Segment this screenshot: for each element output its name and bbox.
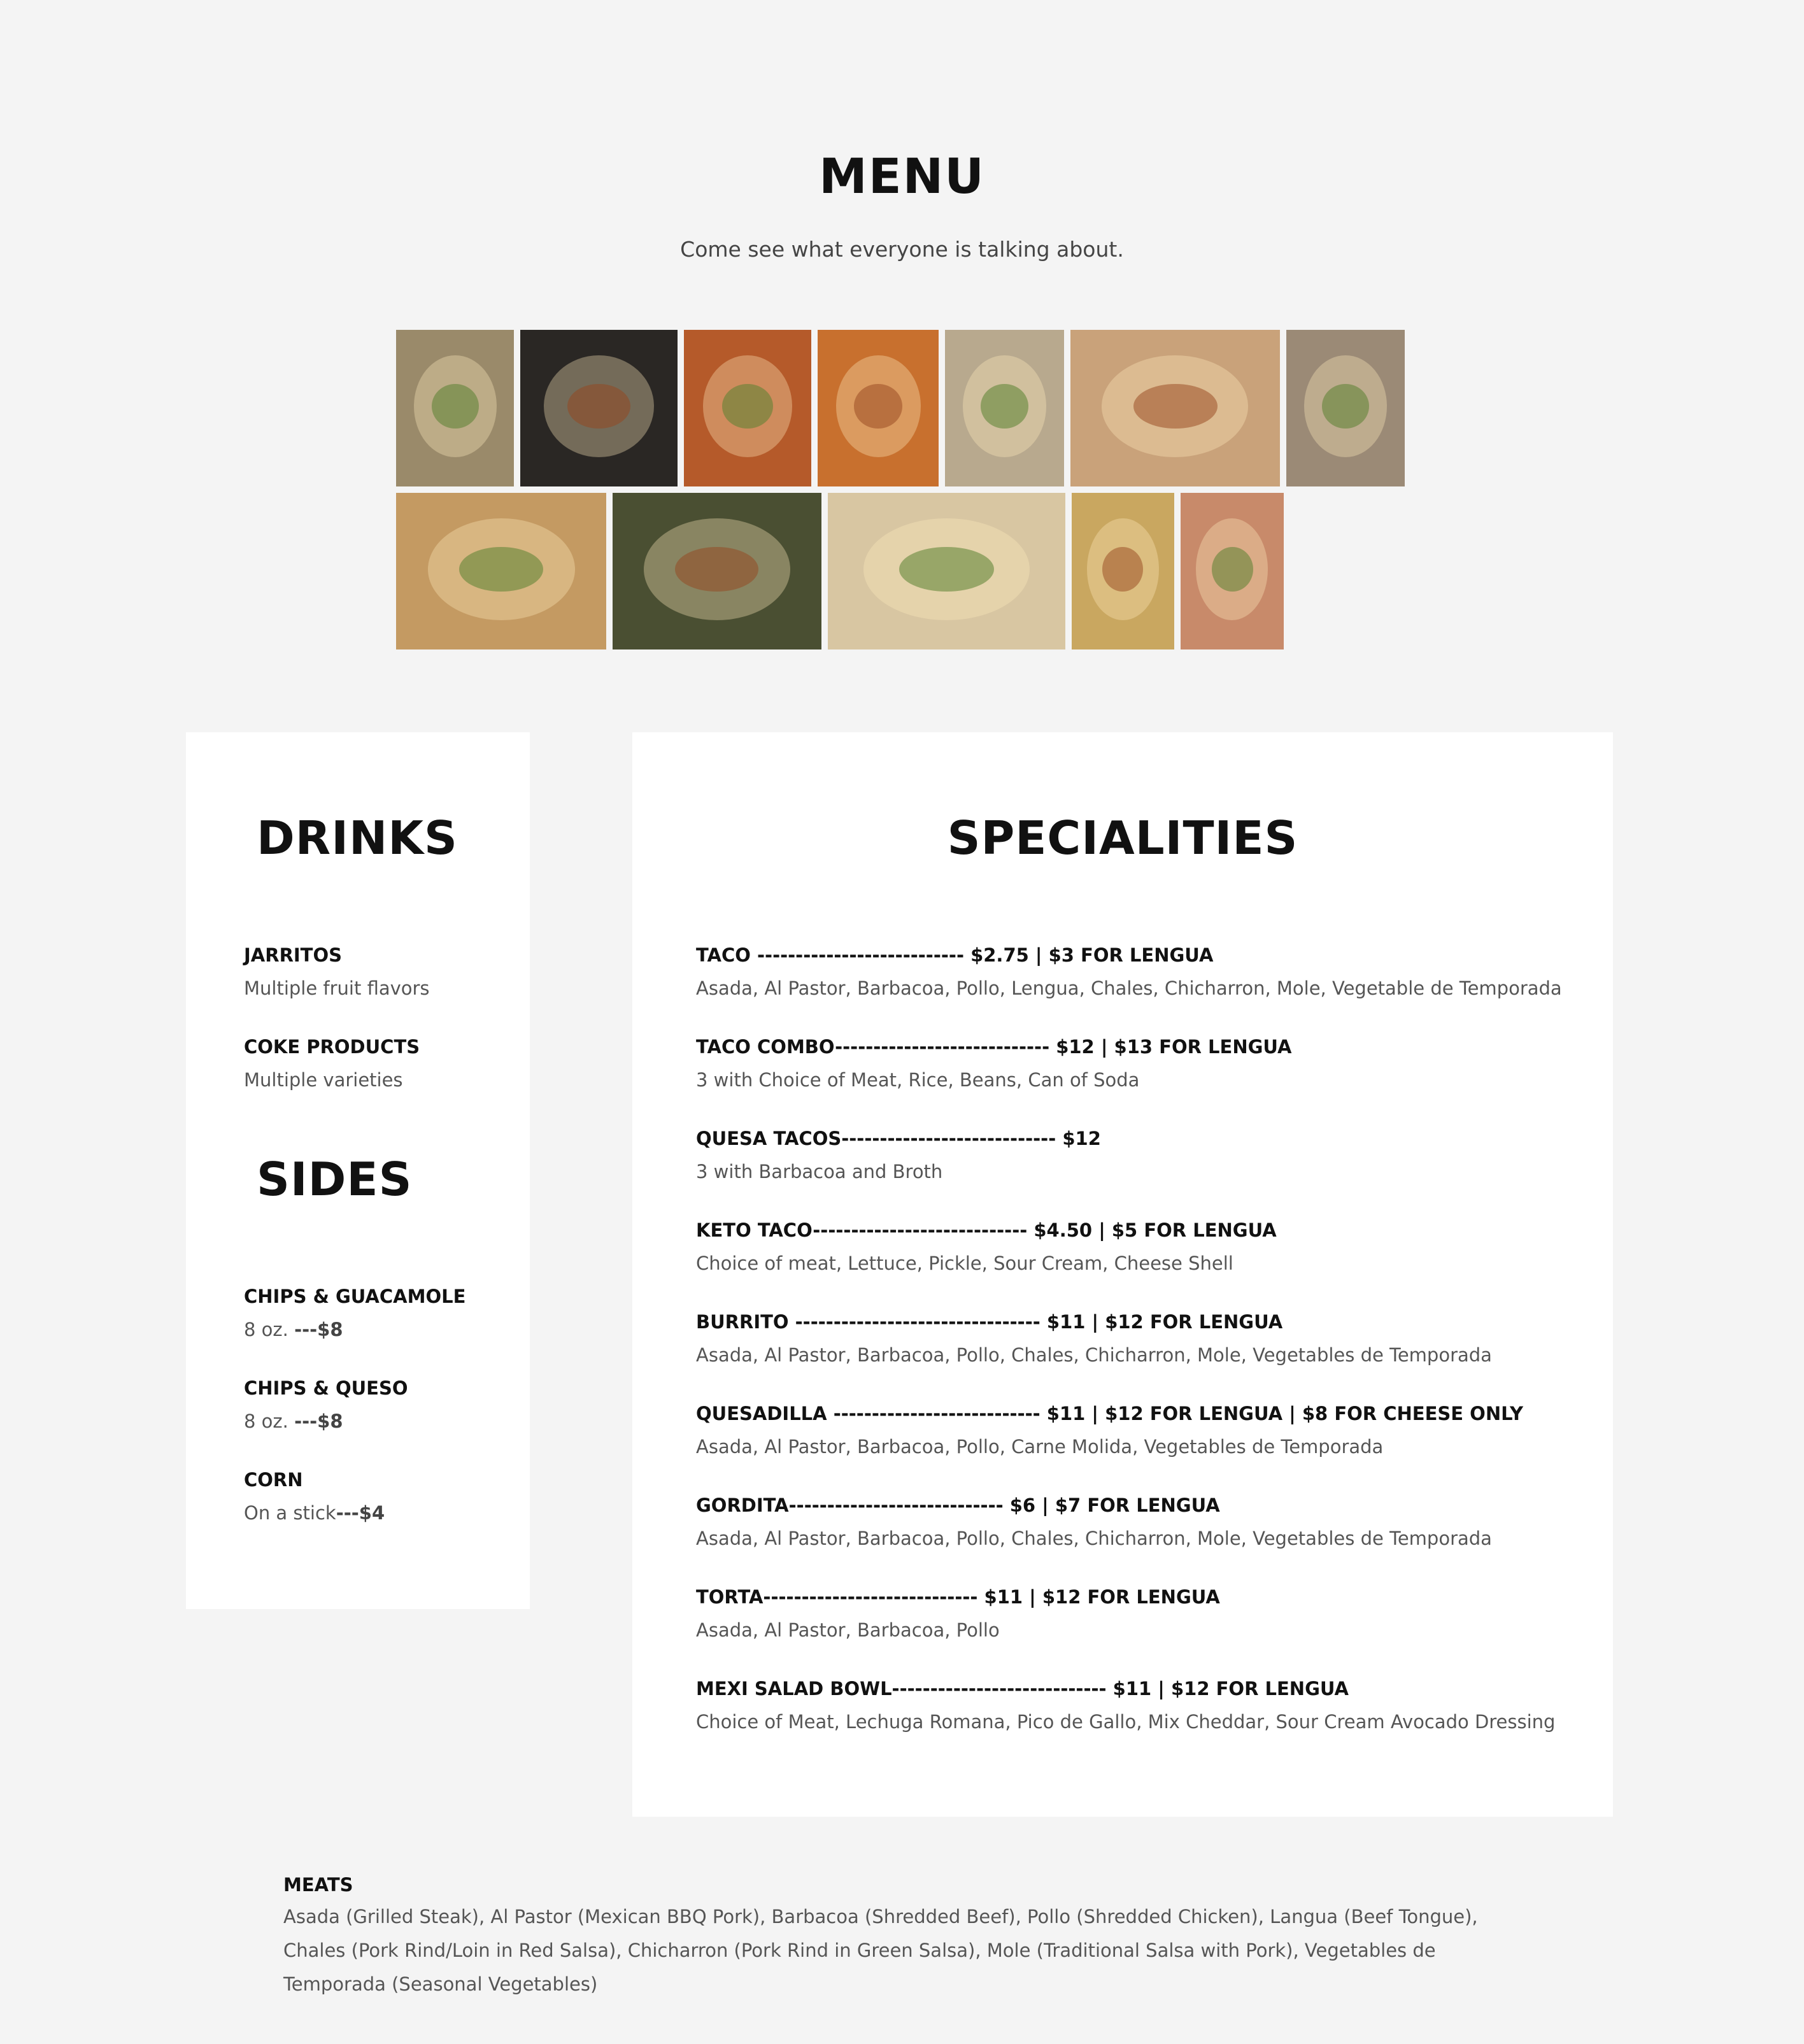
item-name: GORDITA---------------------------- $6 | $7 FOR LENGUA [696, 1494, 1220, 1516]
tacos-with-salsas-photo[interactable] [396, 330, 514, 486]
item-desc: Multiple fruit flavors [244, 977, 430, 999]
menu-item [696, 1676, 1587, 1735]
specialities-panel [632, 732, 1613, 1817]
item-name: MEXI SALAD BOWL---------------------------- $11 | $12 FOR LENGUA [696, 1678, 1349, 1700]
item-desc: Asada, Al Pastor, Barbacoa, Pollo, Chales, Chicharron, Mole, Vegetables de Temporada [696, 1528, 1492, 1549]
item-desc-text: 8 oz. [244, 1410, 295, 1432]
drinks-heading: DRINKS [257, 811, 458, 865]
menu-item [696, 1584, 1587, 1643]
item-name: CORN [244, 1469, 303, 1491]
torta-photo[interactable] [396, 493, 606, 649]
page-title: MENU [819, 148, 985, 204]
item-desc: Asada, Al Pastor, Barbacoa, Pollo [696, 1619, 1000, 1641]
item-name: TACO COMBO---------------------------- $12 | $13 FOR LENGUA [696, 1036, 1292, 1058]
menu-item [696, 1217, 1587, 1276]
page-subtitle: Come see what everyone is talking about. [680, 237, 1124, 262]
menu-item [696, 1493, 1587, 1551]
menu-item [244, 1034, 420, 1093]
item-desc [244, 1500, 385, 1526]
item-name: KETO TACO---------------------------- $4.50 | $5 FOR LENGUA [696, 1219, 1277, 1241]
item-name: QUESADILLA --------------------------- $11 | $12 FOR LENGUA | $8 FOR CHEESE ONLY [696, 1403, 1524, 1424]
chips-queso-photo[interactable] [1072, 493, 1174, 649]
menu-item [696, 1126, 1587, 1184]
menu-item [244, 1284, 465, 1342]
item-name: QUESA TACOS---------------------------- $12 [696, 1128, 1101, 1149]
item-desc-text: 8 oz. [244, 1319, 295, 1340]
sides-heading: SIDES [257, 1153, 413, 1206]
item-desc [244, 1317, 465, 1342]
item-name: CHIPS & QUESO [244, 1377, 408, 1399]
salad-bowl-photo[interactable] [613, 493, 821, 649]
corn-on-stick-photo[interactable] [1181, 493, 1284, 649]
menu-item [696, 942, 1587, 1001]
quesa-tacos-photo[interactable] [684, 330, 811, 486]
item-desc: Choice of meat, Lettuce, Pickle, Sour Cream, Cheese Shell [696, 1253, 1233, 1274]
item-desc: Multiple varieties [244, 1069, 403, 1091]
item-price: ---$8 [294, 1319, 343, 1340]
menu-item [244, 1467, 385, 1526]
menu-item [696, 1309, 1587, 1368]
item-desc: Choice of Meat, Lechuga Romana, Pico de Gallo, Mix Cheddar, Sour Cream Avocado Dressing [696, 1711, 1556, 1733]
gallery-row [396, 330, 1409, 486]
item-desc: Asada, Al Pastor, Barbacoa, Pollo, Lengua, Chales, Chicharron, Mole, Vegetable de Temporada [696, 977, 1562, 999]
item-price: ---$8 [294, 1410, 343, 1432]
menu-item [696, 1034, 1587, 1093]
meats-section [283, 1872, 1493, 2001]
item-desc: 3 with Barbacoa and Broth [696, 1161, 943, 1182]
quesadilla-photo[interactable] [1070, 330, 1280, 486]
item-name: COKE PRODUCTS [244, 1036, 420, 1058]
meats-desc: Asada (Grilled Steak), Al Pastor (Mexican BBQ Pork), Barbacoa (Shredded Beef), Pollo (Shredded Chicken), Langua (Beef Tongue), Chales (Pork Rind/Loin in Red Salsa), Chicharron (Pork Rind in Green Salsa), Mole (Traditional Salsa with Pork), Vegetables de Temporada (Seasonal Vegetables) [283, 1906, 1478, 1995]
item-desc-text: On a stick [244, 1502, 336, 1524]
menu-item [244, 942, 430, 1001]
chips-guacamole-photo[interactable] [828, 493, 1065, 649]
meats-heading: MEATS [283, 1874, 353, 1896]
keto-taco-photo[interactable] [818, 330, 939, 486]
gallery-row [396, 493, 1409, 649]
specialities-heading: SPECIALITIES [947, 811, 1298, 865]
menu-item [696, 1401, 1587, 1459]
photo-gallery [396, 330, 1409, 656]
item-desc [244, 1409, 408, 1434]
item-desc: Asada, Al Pastor, Barbacoa, Pollo, Carne Molida, Vegetables de Temporada [696, 1436, 1384, 1458]
drinks-sides-panel [186, 732, 530, 1609]
burrito-photo[interactable] [945, 330, 1064, 486]
item-desc: 3 with Choice of Meat, Rice, Beans, Can of Soda [696, 1069, 1140, 1091]
item-name: BURRITO -------------------------------- $11 | $12 FOR LENGUA [696, 1311, 1283, 1333]
item-name: JARRITOS [244, 944, 343, 966]
item-desc: Asada, Al Pastor, Barbacoa, Pollo, Chales, Chicharron, Mole, Vegetables de Temporada [696, 1344, 1492, 1366]
item-name: TACO --------------------------- $2.75 | $3 FOR LENGUA [696, 944, 1214, 966]
taco-combo-tray-photo[interactable] [520, 330, 678, 486]
item-price: ---$4 [336, 1502, 385, 1524]
item-name: CHIPS & GUACAMOLE [244, 1286, 466, 1307]
item-name: TORTA---------------------------- $11 | $12 FOR LENGUA [696, 1586, 1220, 1608]
menu-item [244, 1375, 408, 1434]
gordita-photo[interactable] [1286, 330, 1405, 486]
